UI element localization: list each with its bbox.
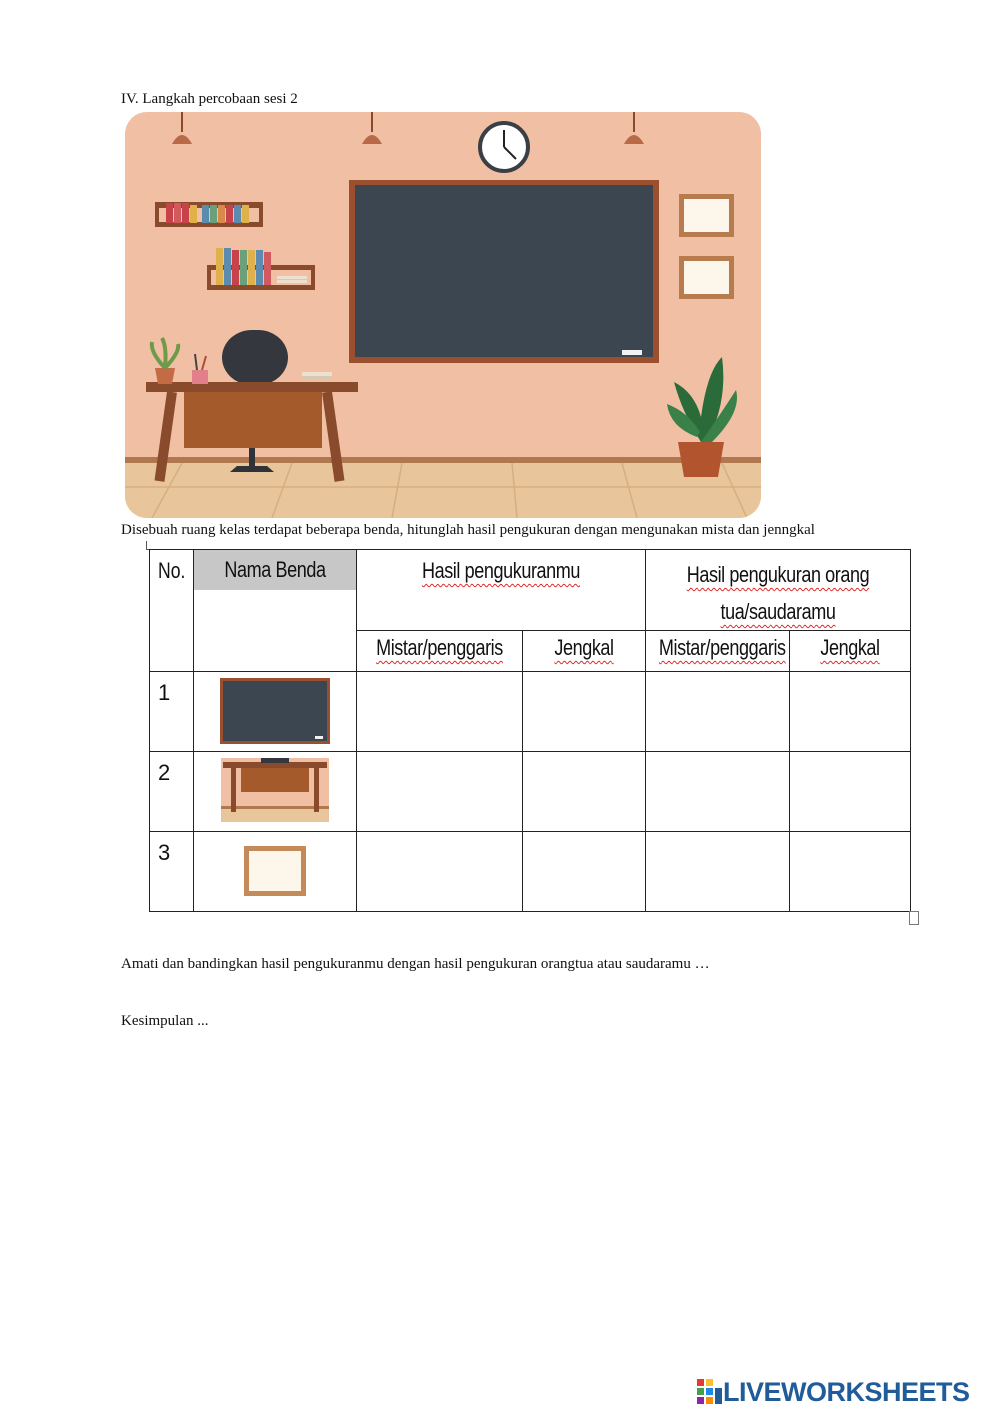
subheader-jengkal-2: Jengkal (790, 631, 911, 672)
input-jengkal-mu[interactable] (523, 672, 646, 752)
header-hasil-orangtua: Hasil pengukuran orang tua/saudaramu (646, 550, 911, 631)
section-heading: IV. Langkah percobaan sesi 2 (121, 91, 298, 107)
input-mistar-mu[interactable] (357, 832, 523, 912)
subheader-mistar-2: Mistar/penggaris (646, 631, 790, 672)
row-number: 1 (150, 672, 194, 752)
measurement-table (149, 549, 911, 912)
liveworksheets-logo (697, 1378, 970, 1406)
input-jengkal-ortu[interactable] (790, 672, 911, 752)
clock-icon (480, 123, 528, 171)
floor (122, 457, 762, 518)
input-mistar-mu[interactable] (357, 752, 523, 832)
picture-frame (679, 256, 734, 299)
logo-wordmark: LIVEWORKSHEETS (723, 1376, 970, 1407)
blackboard (349, 180, 659, 363)
header-hasil-pengukuranmu: Hasil pengukuranmu (357, 550, 646, 631)
input-mistar-ortu[interactable] (646, 752, 790, 832)
input-mistar-ortu[interactable] (646, 832, 790, 912)
input-mistar-mu[interactable] (357, 672, 523, 752)
table-resize-handle (909, 911, 919, 925)
table-row (150, 672, 911, 752)
input-jengkal-ortu[interactable] (790, 752, 911, 832)
row-number: 3 (150, 832, 194, 912)
conclusion-text: Kesimpulan ... (121, 1013, 209, 1029)
table-row (150, 752, 911, 832)
subheader-jengkal-1: Jengkal (523, 631, 646, 672)
header-nama-benda: Nama Benda (194, 550, 357, 672)
item-cell (194, 672, 357, 752)
liveworksheets-logo-icon (697, 1379, 723, 1405)
input-mistar-ortu[interactable] (646, 672, 790, 752)
compare-text: Amati dan bandingkan hasil pengukuranmu dengan hasil pengukuran orangtua atau saudaramu … (121, 956, 710, 972)
picture-frame-icon (244, 846, 306, 896)
picture-frame (679, 194, 734, 237)
header-no: No. (150, 550, 194, 672)
item-cell (194, 832, 357, 912)
input-jengkal-mu[interactable] (523, 832, 646, 912)
input-jengkal-ortu[interactable] (790, 832, 911, 912)
item-cell (194, 752, 357, 832)
teacher-desk-icon (221, 758, 329, 822)
subheader-mistar-1: Mistar/penggaris (357, 631, 523, 672)
table-row (150, 832, 911, 912)
classroom-illustration (122, 112, 762, 518)
blackboard-icon (220, 678, 330, 744)
input-jengkal-mu[interactable] (523, 752, 646, 832)
instruction-text: Disebuah ruang kelas terdapat beberapa benda, hitunglah hasil pengukuran dengan mengunakan mista dan jenngkal (121, 522, 815, 538)
row-number: 2 (150, 752, 194, 832)
